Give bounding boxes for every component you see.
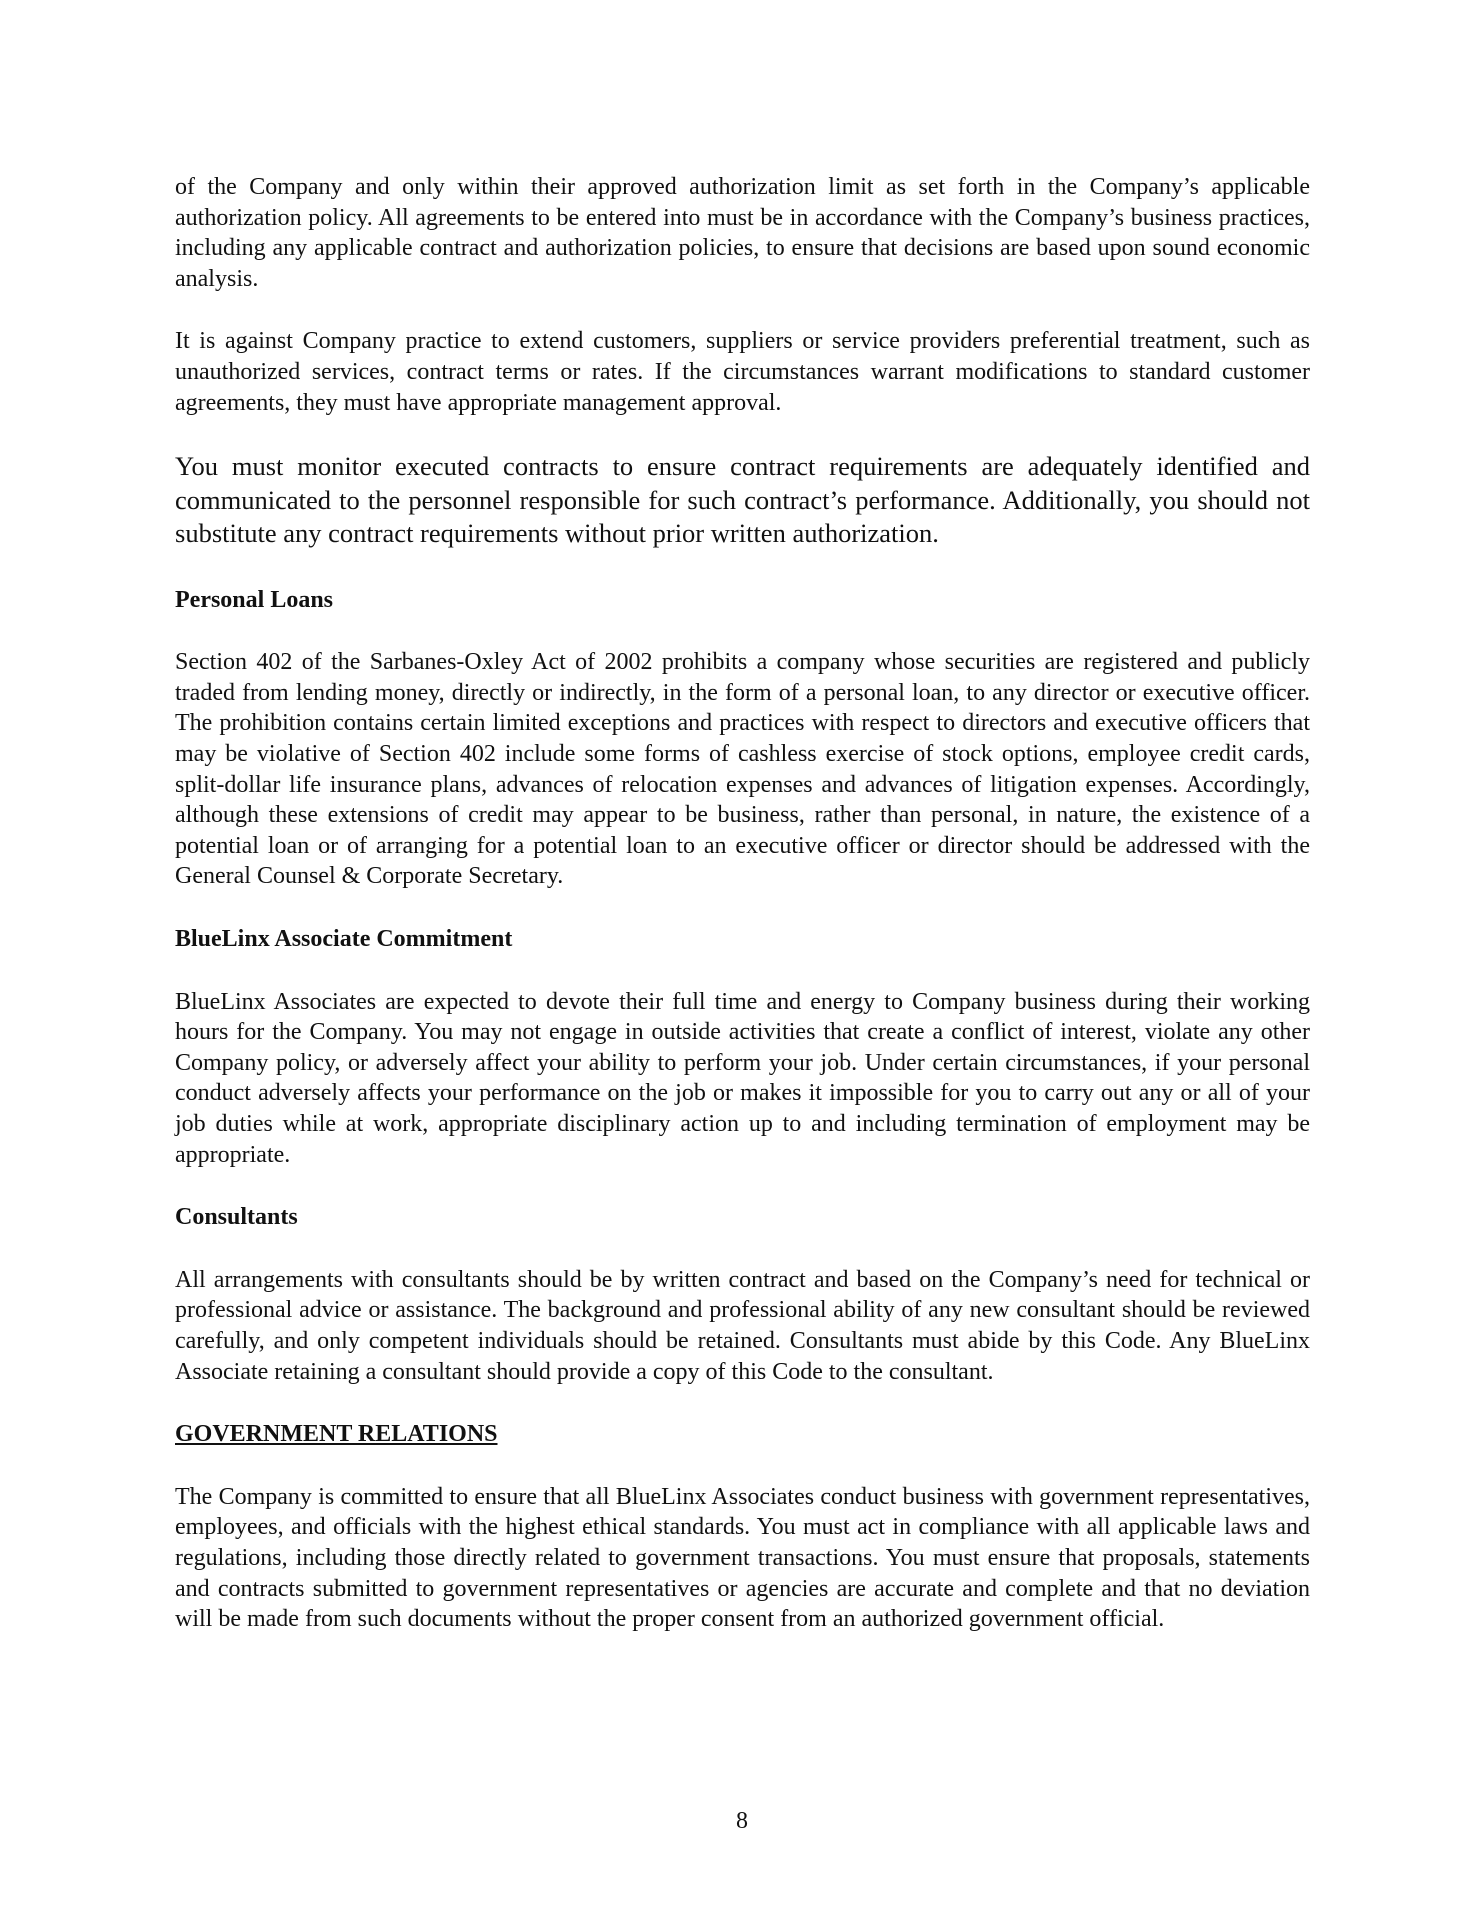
paragraph-monitor-contracts: You must monitor executed contracts to ensure contract requirements are adequately identified and communicated to the personnel responsible for such contract’s performance. Additionally, you should not substitute any contract requirements without prior written authorization.	[175, 451, 1310, 549]
paragraph-government-relations: The Company is committed to ensure that all BlueLinx Associates conduct business with government representatives, employees, and officials with the highest ethical standards. You must act in compliance with all applicable laws and regulations, including those directly related to government transactions. You must ensure that proposals, statements and contracts submitted to government representatives or agencies are accurate and complete and that no deviation will be made from such documents without the proper consent from an authorized government official.	[175, 1483, 1310, 1633]
paragraph-authorization: of the Company and only within their approved authorization limit as set forth in the Company’s applicable authorization policy. All agreements to be entered into must be in accordance with the Company’s business practices, including any applicable contract and authorization policies, to ensure that decisions are based upon sound economic analysis.	[175, 174, 1310, 292]
heading-consultants: Consultants	[175, 1204, 298, 1231]
heading-government-relations: GOVERNMENT RELATIONS	[175, 1421, 498, 1448]
document-page	[175, 172, 1310, 1635]
heading-personal-loans: Personal Loans	[175, 586, 334, 613]
paragraph-personal-loans: Section 402 of the Sarbanes-Oxley Act of 2002 prohibits a company whose securities are registered and publicly traded from lending money, directly or indirectly, in the form of a personal loan, to any director or executive officer. The prohibition contains certain limited exceptions and practices with respect to directors and executive officers that may be violative of Section 402 include some forms of cashless exercise of stock options, employee credit cards, split-dollar life insurance plans, advances of relocation expenses and advances of litigation expenses. Accordingly, although these extensions of credit may appear to be business, rather than personal, in nature, the existence of a potential loan or of arranging for a potential loan to an executive officer or director should be addressed with the General Counsel & Corporate Secretary.	[175, 649, 1310, 890]
paragraph-consultants: All arrangements with consultants should be by written contract and based on the Company’s need for technical or professional advice or assistance. The background and professional ability of any new consultant should be reviewed carefully, and only competent individuals should be retained. Consultants must abide by this Code. Any BlueLinx Associate retaining a consultant should provide a copy of this Code to the consultant.	[175, 1266, 1310, 1385]
paragraph-associate-commitment: BlueLinx Associates are expected to devote their full time and energy to Company business during their working hours for the Company. You may not engage in outside activities that create a conflict of interest, violate any other Company policy, or adversely affect your ability to perform your job. Under certain circumstances, if your personal conduct adversely affects your performance on the job or makes it impossible for you to carry out any or all of your job duties while at work, appropriate disciplinary action up to and including termination of employment may be appropriate.	[175, 988, 1310, 1168]
paragraph-preferential-treatment: It is against Company practice to extend customers, suppliers or service providers preferential treatment, such as unauthorized services, contract terms or rates. If the circumstances warrant modifications to standard customer agreements, they must have appropriate management approval.	[175, 328, 1310, 416]
heading-associate-commitment: BlueLinx Associate Commitment	[175, 926, 513, 952]
page-number: 8	[736, 1808, 748, 1834]
